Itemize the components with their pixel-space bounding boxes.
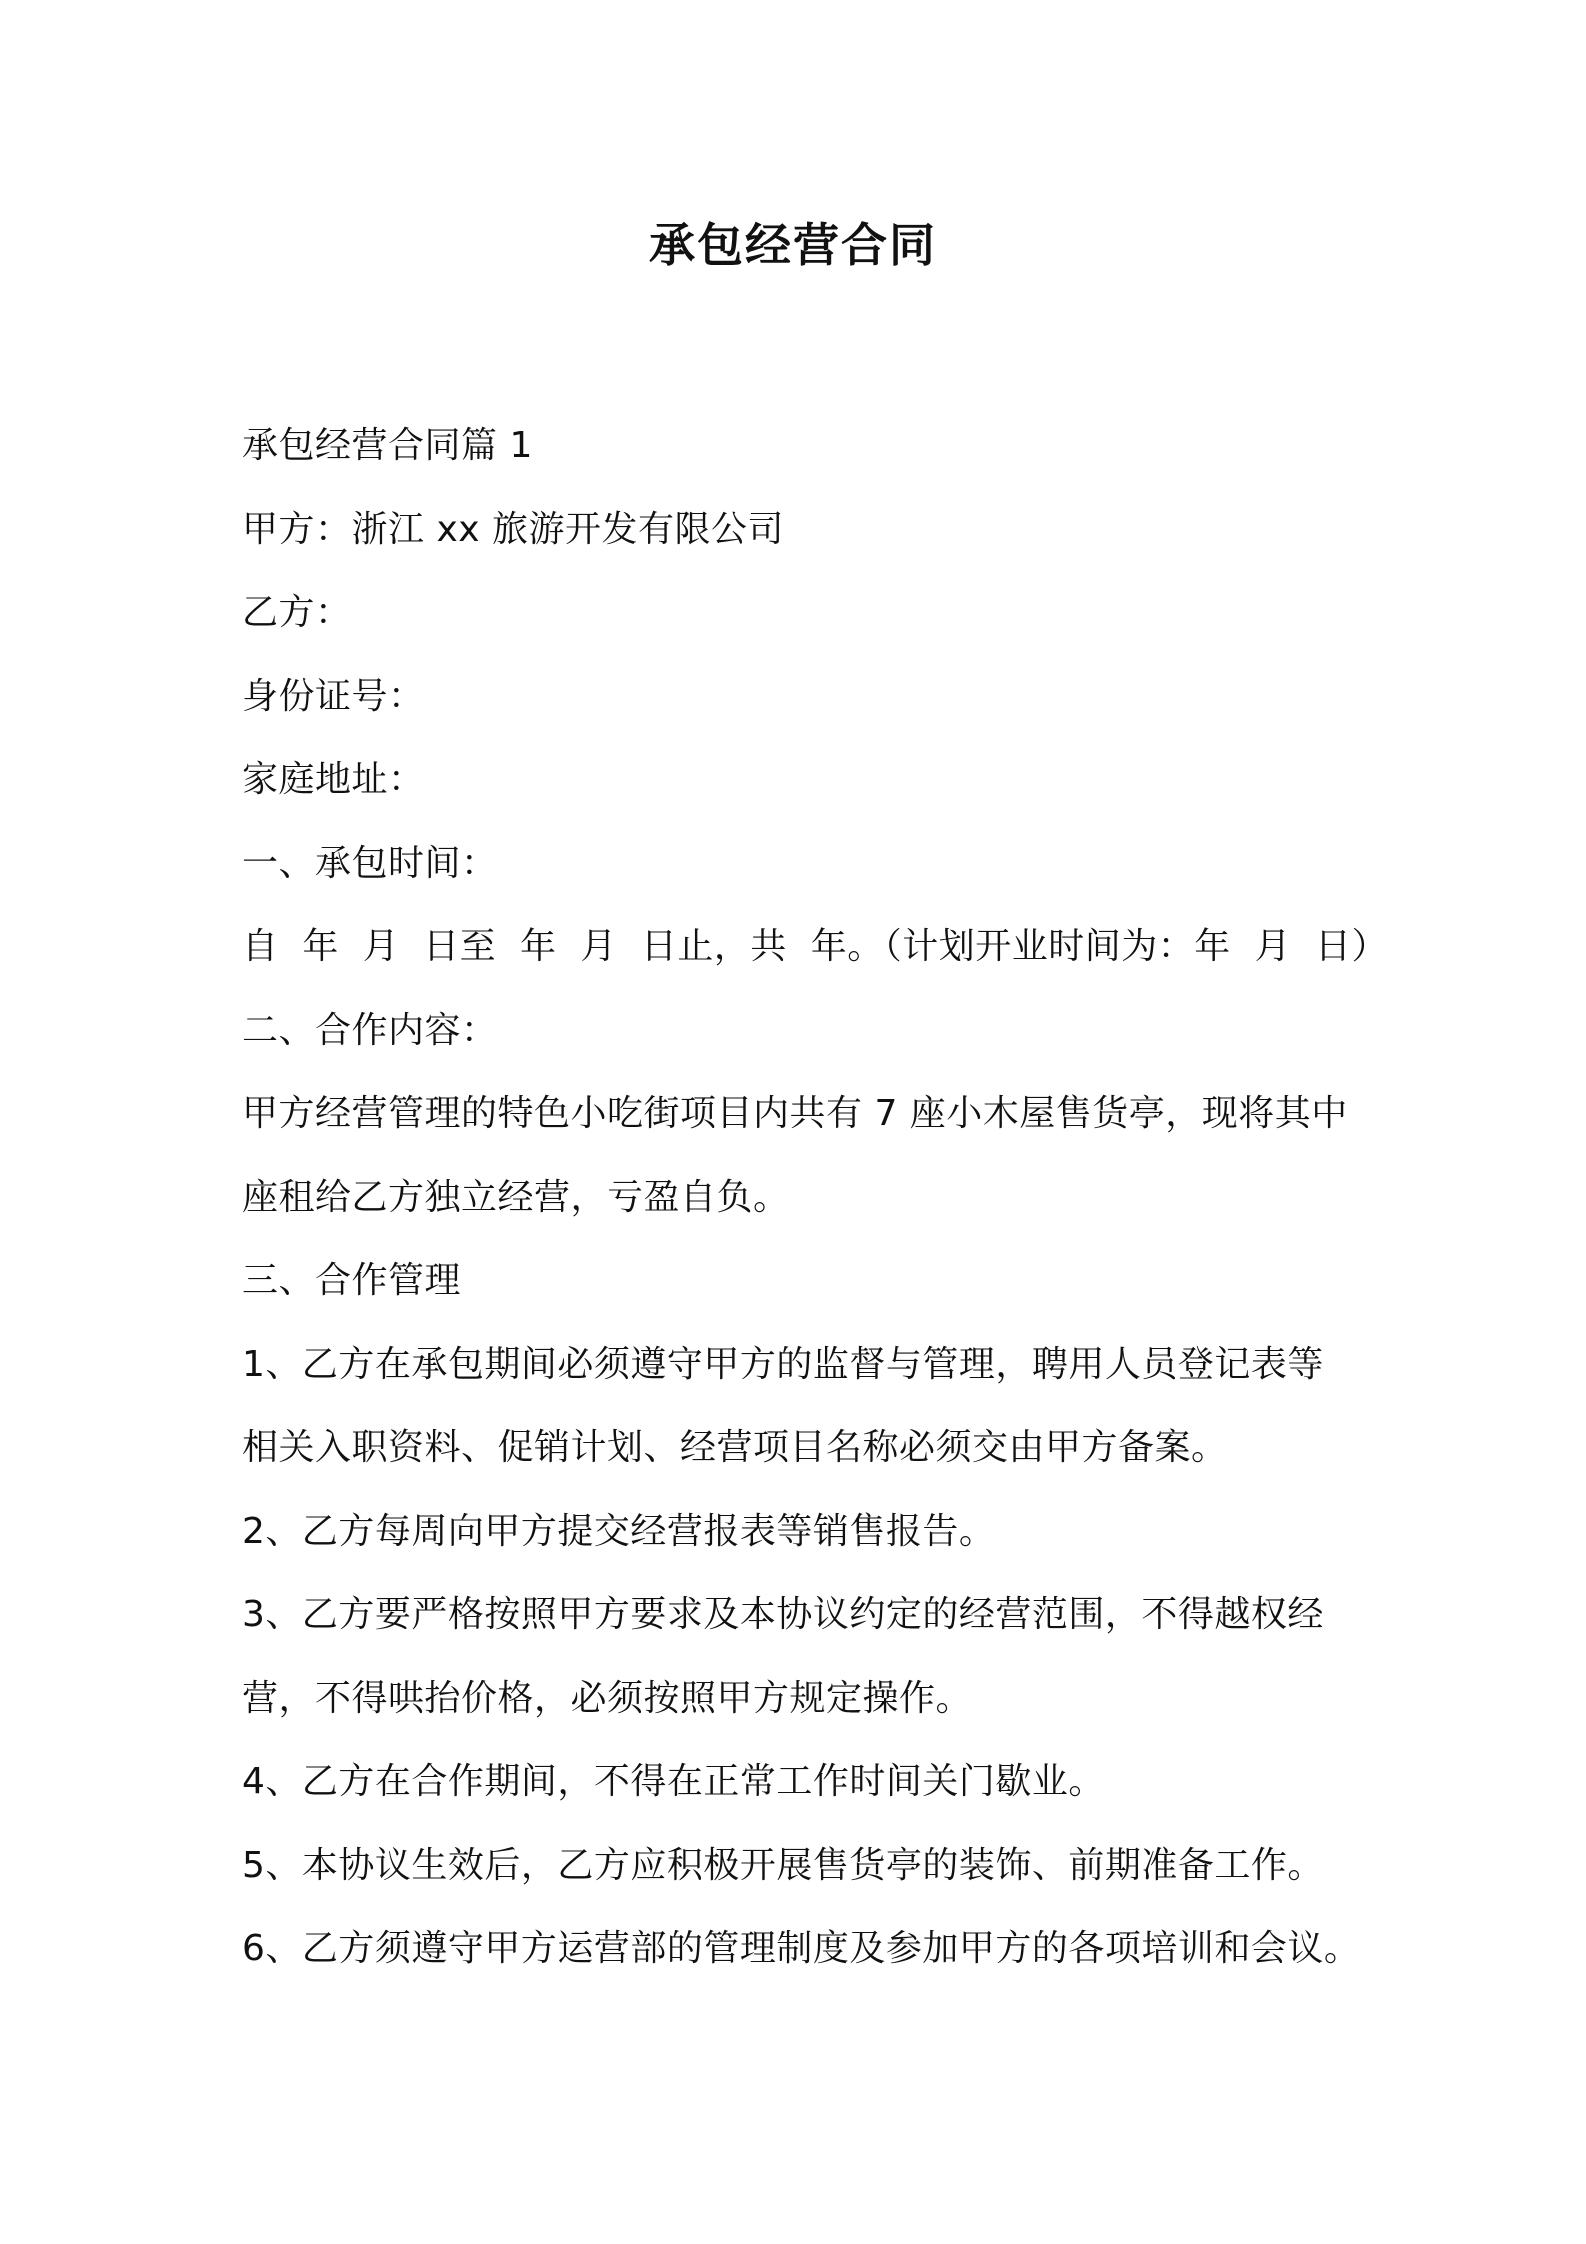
home-address: 家庭地址： — [242, 759, 425, 800]
party-b: 乙方： — [242, 592, 352, 633]
paragraph-line: 6、乙方须遵守甲方运营部的管理制度及参加甲方的各项培训和会议。 — [242, 1928, 1361, 1969]
paragraph-line: 营，不得哄抬价格，必须按照甲方规定操作。 — [242, 1677, 973, 1719]
paragraph-line: 相关入职资料、促销计划、经营项目名称必须交由甲方备案。 — [242, 1427, 1228, 1468]
document-title: 承包经营合同 — [649, 218, 937, 272]
id-number: 身份证号： — [242, 675, 425, 717]
clause-heading-3: 三、合作管理 — [242, 1260, 462, 1301]
clause-heading-1: 一、承包时间： — [242, 842, 498, 884]
paragraph-line: 3、乙方要严格按照甲方要求及本协议约定的经营范围，不得越权经 — [242, 1594, 1324, 1635]
paragraph-line: 4、乙方在合作期间，不得在正常工作时间关门歇业。 — [242, 1761, 1105, 1802]
paragraph-line: 座租给乙方独立经营，亏盈自负。 — [242, 1176, 790, 1218]
paragraph-line: 甲方经营管理的特色小吃街项目内共有 7 座小木屋售货亭，现将其中 — [242, 1093, 1348, 1134]
clause-heading-2: 二、合作内容： — [242, 1009, 498, 1051]
contract-period: 自 年 月 日至 年 月 日止，共 年。（计划开业时间为：年 月 日） — [242, 926, 1388, 967]
paragraph-line: 2、乙方每周向甲方提交经营报表等销售报告。 — [242, 1510, 996, 1552]
party-a: 甲方：浙江 xx 旅游开发有限公司 — [242, 508, 784, 550]
section-heading: 承包经营合同篇 1 — [242, 425, 533, 466]
document-body — [242, 404, 1388, 1991]
paragraph-line: 5、本协议生效后，乙方应积极开展售货亭的装饰、前期准备工作。 — [242, 1844, 1324, 1886]
paragraph-line: 1、乙方在承包期间必须遵守甲方的监督与管理，聘用人员登记表等 — [242, 1343, 1324, 1385]
